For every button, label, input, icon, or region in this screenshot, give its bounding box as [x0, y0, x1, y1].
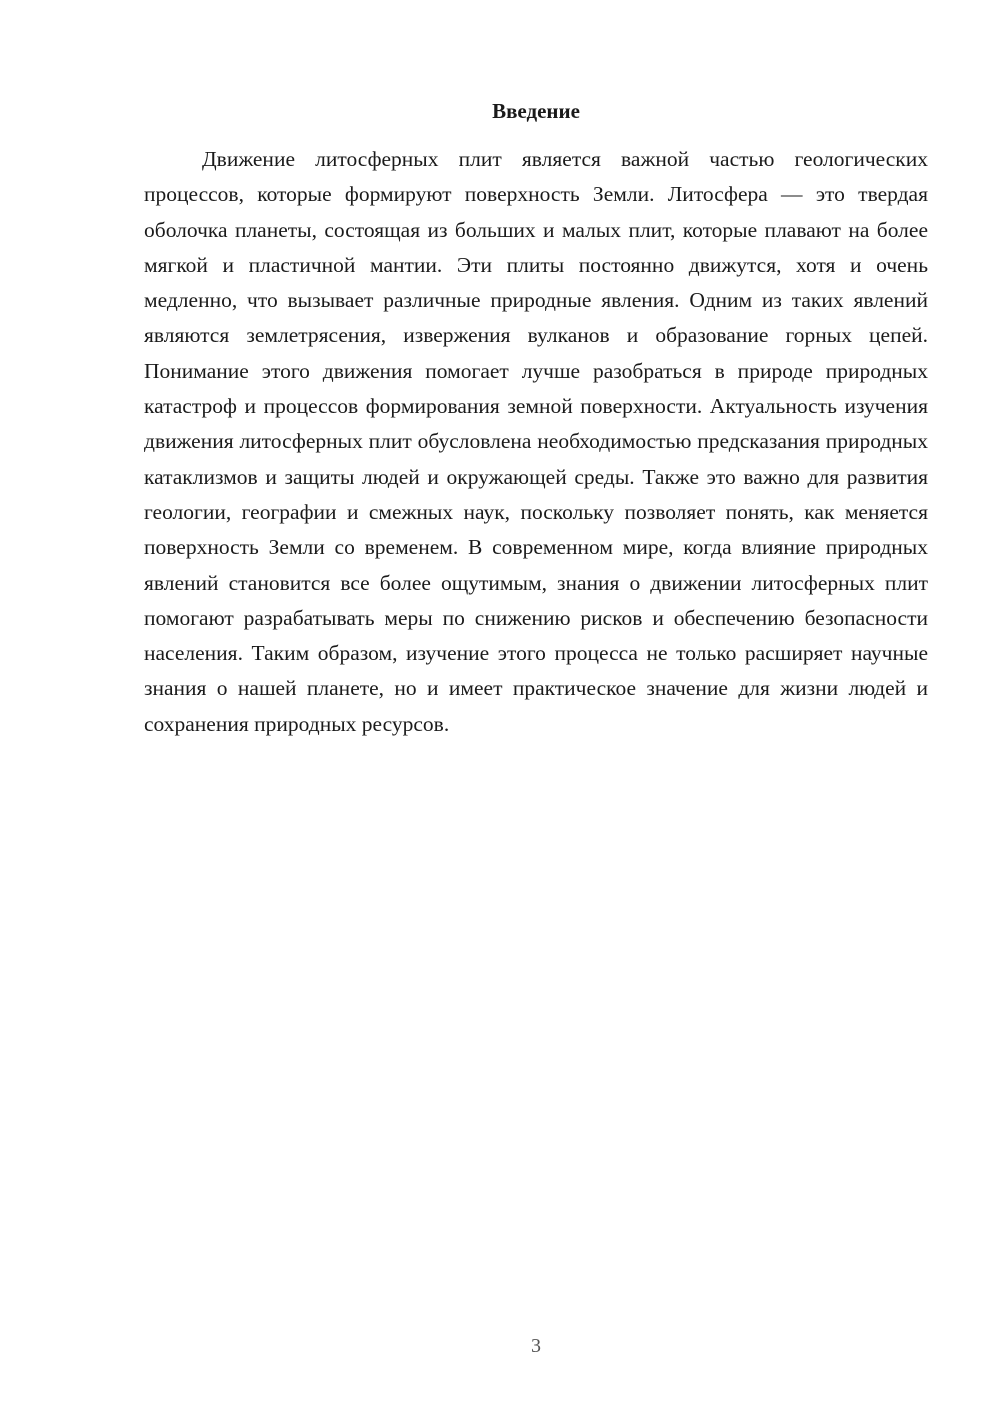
body-paragraph: Движение литосферных плит является важной частью геологических процессов, которые формируют поверхность Земли. Литосфера — это твердая оболочка планеты, состоящая из больших и малых плит, которые плавают на более мягкой и пластичной мантии. Эти плиты постоянно движутся, хотя и очень медленно, что вызывает различные природные явления. Одним из таких явлений являются землетрясения, извержения вулканов и образование горных цепей. Понимание этого движения помогает лучше разобраться в природе природных катастроф и процессов формирования земной поверхности. Актуальность изучения движения литосферных плит обусловлена необходимостью предсказания природных катаклизмов и защиты людей и окружающей среды. Также это важно для развития геологии, географии и смежных наук, поскольку позволяет понять, как меняется поверхность Земли со временем. В современном мире, когда влияние природных явлений становится все более ощутимым, знания о движении литосферных плит помогают разрабатывать меры по снижению рисков и обеспечению безопасности населения. Таким образом, изучение этого процесса не только расширяет научные знания о нашей планете, но и имеет практическое значение для жизни людей и сохранения природных ресурсов. — [144, 147, 928, 736]
section-heading: Введение — [492, 99, 580, 123]
page-number: 3 — [531, 1335, 541, 1357]
